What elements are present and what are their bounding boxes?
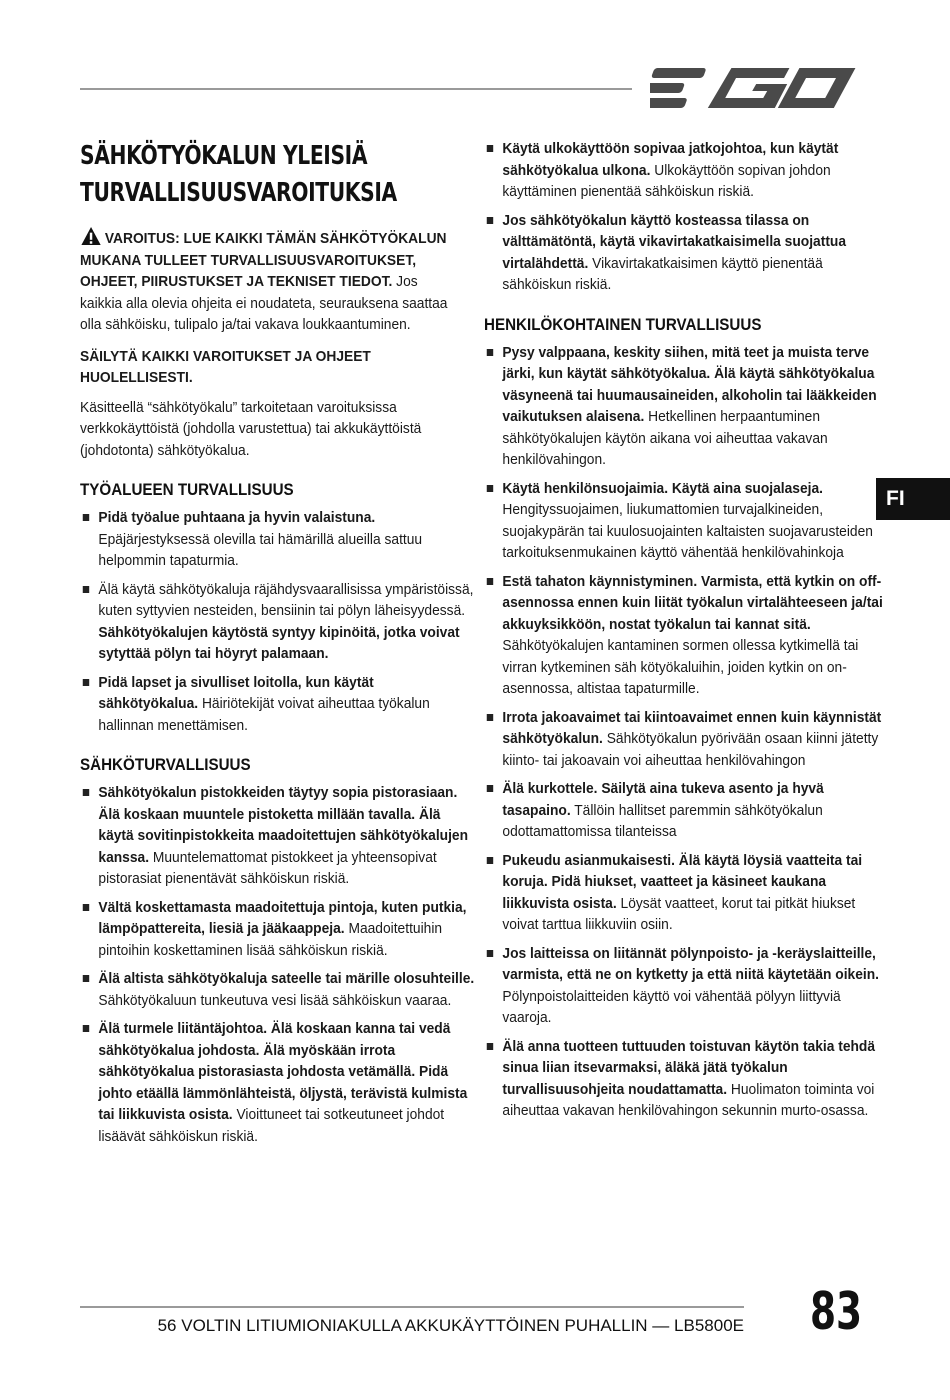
- title-line-2: TURVALLISUUSVAROITUKSIA: [80, 178, 397, 208]
- bullet-icon: [487, 578, 493, 585]
- work-area-list: [80, 507, 474, 736]
- title-line-1: SÄHKÖTYÖKALUN YLEISIÄ: [80, 141, 368, 171]
- bullet-icon: [487, 349, 493, 356]
- list-item: Älä käytä sähkötyökaluja räjähdysvaarallisissa ympäristöissä, kuten syttyvien nesteiden, bensiinin tai pölyn läheisyydessä. Sähkötyökalujen käytöstä syntyy kipinöitä, jotka voivat sytyttää pölyn tai höyryt palamaan.: [80, 579, 476, 665]
- bullet-icon: [83, 1025, 89, 1032]
- left-column: [80, 138, 475, 1154]
- list-item: Irrota jakoavaimet tai kiintoavaimet ennen kuin käynnistät sähkötyökalun. Sähkötyökalun pyörivään osaan kiinni jätetty kiinto- tai jakoavain voi aiheuttaa henkilövahingon: [484, 707, 892, 772]
- list-item: Älä turmele liitäntäjohtoa. Älä koskaan kanna tai vedä sähkötyökalua johdosta. Älä myöskään irrota sähkötyökalua pistorasiasta johdosta vetämällä. Pidä johto etäällä lämmönlähteistä, öljystä, terävistä kulmista tai liikkuvista osista. Vioittuneet tai sotkeutuneet johdot lisäävät sähköiskun riskiä.: [80, 1018, 476, 1147]
- list-item: Pidä työalue puhtaana ja hyvin valaistuna. Epäjärjestyksessä olevilla tai hämärillä alueilla sattuu helpommin tapaturmia.: [80, 507, 476, 572]
- warning-bold-text: LUE KAIKKI TÄMÄN SÄHKÖTYÖKALUN MUKANA TULLEET TURVALLISUUSVAROITUKSET, OHJEET, PIIRUSTUKSET JA TEKNISET TIEDOT.: [80, 230, 447, 290]
- electrical-list-continued: [484, 138, 874, 296]
- ego-logo: [650, 64, 862, 112]
- list-item: Älä anna tuotteen tuttuuden toistuvan käytön takia tehdä sinua liian itsevarmaksi, äläkä jätä työkalun turvallisuusohjeita noudattamatta. Huolimaton toiminta voi aiheuttaa vakavan henkilövahingon sekunnin murto-osassa.: [484, 1036, 892, 1122]
- list-item: Käytä ulkokäyttöön sopivaa jatkojohtoa, kun käytät sähkötyökalua ulkona. Ulkokäyttöön sopivan johdon käyttäminen pienentää sähköiskun riskiä.: [484, 138, 892, 203]
- warning-block: [80, 226, 458, 336]
- list-item: Jos laitteissa on liitännät pölynpoisto- ja -keräyslaitteille, varmista, että ne on kytketty ja että niitä käytetään oikein. Pölynpoistolaitteiden käyttö voi vähentää pölyyn liittyviä vaaroja.: [484, 943, 892, 1029]
- list-item: Jos sähkötyökalun käyttö kosteassa tilassa on välttämätöntä, käytä vikavirtakatkaisimella suojattua virtalähdettä. Vikavirtakatkaisimen käyttö pienentää sähköiskun riskiä.: [484, 210, 892, 296]
- list-item: Pidä lapset ja sivulliset loitolla, kun käytät sähkötyökalua. Häiriötekijät voivat aiheuttaa työkalun hallinnan menettämisen.: [80, 672, 476, 737]
- page-title: [80, 138, 457, 212]
- electrical-heading: SÄHKÖTURVALLISUUS: [80, 756, 251, 774]
- bullet-icon: [487, 1043, 493, 1050]
- warning-triangle-icon: [80, 226, 102, 246]
- bullet-icon: [83, 975, 89, 982]
- bullet-icon: [83, 586, 89, 593]
- right-column: [484, 138, 883, 1129]
- bullet-icon: [487, 950, 493, 957]
- save-instructions-heading: SÄILYTÄ KAIKKI VAROITUKSET JA OHJEET HUOLELLISESTI.: [80, 347, 371, 386]
- bullet-icon: [83, 789, 89, 796]
- list-item: Sähkötyökalun pistokkeiden täytyy sopia pistorasiaan. Älä koskaan muuntele pistoketta millään tavalla. Älä käytä sovitinpistokkeita maadoitettujen sähkötyökalujen kanssa. Muuntelemattomat pistokkeet ja yhteensopivat pistorasiat pienentävät sähköiskun riskiä.: [80, 782, 476, 890]
- header-rule: [80, 88, 632, 90]
- list-item: Pukeudu asianmukaisesti. Älä käytä löysiä vaatteita tai koruja. Pidä hiukset, vaatteet ja käsineet kaukana liikkuvista osista. Löysät vaatteet, korut tai pitkät hiukset voivat tarttua liikkuviin osiin.: [484, 850, 892, 936]
- footer-product-title: 56 VOLTIN LITIUMIONIAKULLA AKKUKÄYTTÖINEN PUHALLIN — LB5800E: [157, 1316, 744, 1335]
- personal-safety-heading: HENKILÖKOHTAINEN TURVALLISUUS: [484, 315, 762, 334]
- list-item: Estä tahaton käynnistyminen. Varmista, että kytkin on off-asennossa ennen kuin liität työkalun virtalähteeseen ja/tai akkuyksikköön, nostat työkalun tai kannat sitä. Sähkötyökalujen kantaminen sormen ollessa kytkimellä tai virran kytkeminen säh kötyökaluihin, joiden kytkin on on-asennossa, altistaa tapaturmille.: [484, 571, 892, 700]
- warning-text: Jos kaikkia alla olevia ohjeita ei noudateta, seurauksena saattaa olla sähköisku, tulipalo ja/tai vakava loukkaantuminen.: [80, 273, 448, 333]
- bullet-icon: [487, 785, 493, 792]
- bullet-icon: [487, 485, 493, 492]
- bullet-icon: [487, 714, 493, 721]
- bullet-icon: [487, 217, 493, 224]
- bullet-icon: [487, 145, 493, 152]
- definition-text: Käsitteellä “sähkötyökalu” tarkoitetaan varoituksissa verkkokäyttöistä (johdolla varustettua) tai akkukäyttöistä (johdotonta) sähkötyökalua.: [80, 398, 422, 459]
- list-item: Käytä henkilönsuojaimia. Käytä aina suojalaseja. Hengityssuojaimen, liukumattomien turvajalkineiden, suojakypärän tai kuulosuojainten kaltaisten suojavarusteiden tarkoituksenmukainen käyttö vähentää henkilövahinkoja: [484, 478, 892, 564]
- list-item: Vältä koskettamasta maadoitettuja pintoja, kuten putkia, lämpöpattereita, liesiä ja jääkaappeja. Maadoitettuihin pintoihin koskettaminen lisää sähköiskun riskiä.: [80, 897, 476, 962]
- personal-safety-list: [484, 342, 883, 1122]
- page-number: 83: [810, 1282, 863, 1342]
- electrical-list: [80, 782, 475, 1147]
- bullet-icon: [83, 904, 89, 911]
- bullet-icon: [83, 514, 89, 521]
- bullet-icon: [487, 857, 493, 864]
- footer-rule: [80, 1306, 744, 1308]
- work-area-heading: TYÖALUEEN TURVALLISUUS: [80, 481, 294, 499]
- list-item: Älä kurkottele. Säilytä aina tukeva asento ja hyvä tasapaino. Tällöin hallitset paremmin sähkötyökalun odottamattomissa tilanteissa: [484, 778, 892, 843]
- bullet-icon: [83, 679, 89, 686]
- list-item: Pysy valppaana, keskity siihen, mitä teet ja muista terve järki, kun käytät sähkötyökalua. Älä käytä sähkötyökalua väsyneenä tai huumausaineiden, alkoholin tai lääkkeiden vaikutuksen alaisena. Hetkellinen herpaantuminen sähkötyökalujen käytön aikana voi aiheuttaa vakavan henkilövahingon.: [484, 342, 892, 471]
- list-item: Älä altista sähkötyökaluja sateelle tai märille olosuhteille. Sähkötyökaluun tunkeutuva vesi lisää sähköiskun vaaraa.: [80, 968, 476, 1011]
- language-tab: FI: [876, 478, 950, 520]
- warning-label: VAROITUS:: [104, 230, 180, 247]
